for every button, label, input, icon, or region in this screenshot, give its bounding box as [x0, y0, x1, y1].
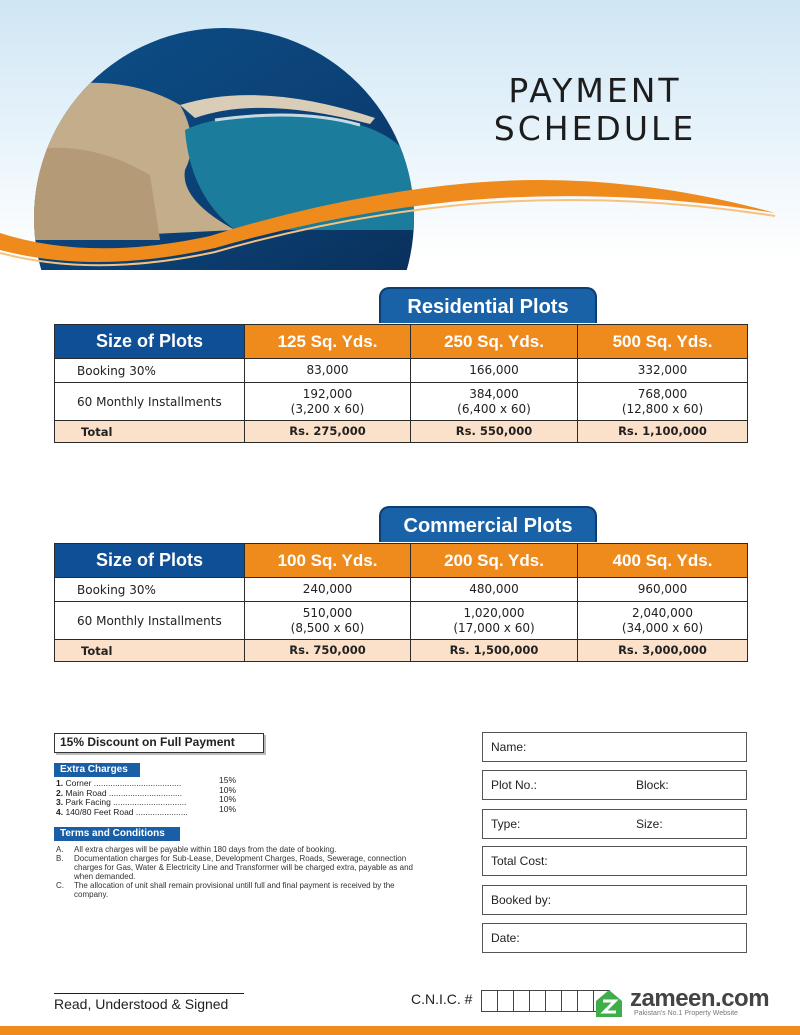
booked-by-label: Booked by:: [491, 893, 552, 907]
row-label: 60 Monthly Installments: [55, 383, 245, 421]
booking-amount: 240,000: [245, 578, 411, 602]
booking-amount: 83,000: [245, 359, 411, 383]
installment-amount: 768,000: [637, 386, 688, 401]
row-label: Booking 30%: [55, 578, 245, 602]
residential-plots-table: [54, 324, 748, 443]
table-row-booking: [55, 578, 748, 602]
term-text: All extra charges will be payable within 180 days from the date of booking.: [74, 845, 337, 854]
terms-heading: Terms and Conditions: [54, 827, 180, 841]
total-amount: Rs. 750,000: [245, 640, 411, 662]
installment-cell: [411, 383, 578, 421]
installment-detail: (17,000 x 60): [453, 620, 535, 635]
list-item: [56, 854, 416, 881]
cnic-digit-box[interactable]: [561, 990, 578, 1012]
total-cost-label: Total Cost:: [491, 854, 548, 868]
bottom-accent-bar: [0, 1026, 800, 1035]
size-of-plots-header: Size of Plots: [55, 544, 245, 578]
booking-amount: 332,000: [578, 359, 748, 383]
booking-amount: 480,000: [411, 578, 578, 602]
name-field[interactable]: [482, 732, 747, 762]
installment-cell: [578, 383, 748, 421]
term-mark: A.: [56, 845, 64, 854]
signature-line: Read, Understood & Signed: [54, 993, 244, 1012]
charge-name: Park Facing ...............................: [65, 798, 187, 807]
cnic-digit-box[interactable]: [481, 990, 498, 1012]
total-cost-field[interactable]: [482, 846, 747, 876]
installment-cell: [578, 602, 748, 640]
row-label: 60 Monthly Installments: [55, 602, 245, 640]
total-amount: Rs. 275,000: [245, 421, 411, 443]
block-label: Block:: [636, 778, 669, 792]
table-row-total: [55, 421, 748, 443]
table-row-booking: [55, 359, 748, 383]
extra-charges-heading: Extra Charges: [54, 763, 140, 777]
logo-tagline: Pakistan's No.1 Property Website: [634, 1010, 738, 1017]
type-size-field[interactable]: [482, 809, 747, 839]
date-field[interactable]: [482, 923, 747, 953]
zameen-logo: [590, 985, 795, 1025]
plot-size-header: 250 Sq. Yds.: [411, 325, 578, 359]
installment-detail: (3,200 x 60): [290, 401, 365, 416]
term-text: The allocation of unit shall remain provisional untill full and final payment is received by the company.: [74, 881, 395, 899]
charge-percent: 10%: [218, 784, 236, 795]
term-text: Documentation charges for Sub-Lease, Development Charges, Roads, Sewerage, connection charges for Gas, Water & Electricity Line and Transformer will be charged extra, payable as and when demanded.: [74, 854, 413, 881]
installment-cell: [245, 602, 411, 640]
installment-detail: (8,500 x 60): [290, 620, 365, 635]
size-label: Size:: [636, 817, 663, 831]
extra-charges-list: [56, 775, 236, 817]
list-item: [56, 803, 236, 818]
installment-detail: (34,000 x 60): [621, 620, 704, 635]
type-label: Type:: [491, 817, 521, 831]
title-line-1: PAYMENT: [508, 71, 682, 110]
row-label: Total: [55, 421, 245, 443]
table-header-row: [55, 325, 748, 359]
charge-percent: 15%: [218, 775, 236, 785]
total-amount: Rs. 550,000: [411, 421, 578, 443]
plot-size-header: 400 Sq. Yds.: [578, 544, 748, 578]
installment-detail: (12,800 x 60): [621, 401, 704, 416]
cnic-digit-box[interactable]: [513, 990, 530, 1012]
full-payment-discount: 15% Discount on Full Payment: [54, 733, 264, 753]
charge-percent: 10%: [218, 803, 236, 814]
charge-percent: 10%: [218, 794, 236, 804]
zameen-house-icon: [592, 987, 626, 1021]
booking-amount: 166,000: [411, 359, 578, 383]
cnic-label: C.N.I.C. #: [411, 991, 473, 1007]
installment-detail: (6,400 x 60): [457, 401, 531, 416]
list-item: [56, 881, 416, 899]
commercial-plots-table: [54, 543, 748, 662]
total-amount: Rs. 1,500,000: [411, 640, 578, 662]
charge-name: Main Road ...............................: [65, 788, 183, 798]
item-number: 3.: [56, 797, 64, 807]
item-number: 2.: [56, 787, 64, 798]
list-item: [56, 845, 416, 854]
plot-no-label: Plot No.:: [491, 778, 538, 792]
terms-list: [56, 845, 416, 899]
cnic-digit-box[interactable]: [545, 990, 562, 1012]
item-number: 1.: [56, 778, 64, 788]
installment-amount: 192,000: [302, 386, 353, 401]
plot-size-header: 200 Sq. Yds.: [411, 544, 578, 578]
booked-by-field[interactable]: [482, 885, 747, 915]
installment-cell: [245, 383, 411, 421]
charge-name: Corner .....................................: [65, 779, 182, 788]
name-label: Name:: [491, 740, 527, 754]
row-label: Booking 30%: [55, 359, 245, 383]
table-row-installments: [55, 602, 748, 640]
size-of-plots-header: Size of Plots: [55, 325, 245, 359]
table-row-total: [55, 640, 748, 662]
total-amount: Rs. 3,000,000: [578, 640, 748, 662]
cnic-digit-box[interactable]: [529, 990, 546, 1012]
installment-amount: 1,020,000: [463, 605, 525, 620]
installment-amount: 510,000: [302, 605, 353, 620]
logo-text: zameen.com: [630, 985, 770, 1012]
table-row-installments: [55, 383, 748, 421]
installment-amount: 384,000: [469, 386, 519, 401]
table-header-row: [55, 544, 748, 578]
date-label: Date:: [491, 931, 520, 945]
plot-size-header: 500 Sq. Yds.: [578, 325, 748, 359]
commercial-plots-tab: Commercial Plots: [379, 506, 597, 542]
term-mark: C.: [56, 881, 64, 890]
installment-amount: 2,040,000: [631, 605, 694, 620]
title-line-2: SCHEDULE: [493, 109, 697, 148]
charge-name: 140/80 Feet Road ......................: [65, 807, 188, 817]
item-number: 4.: [56, 806, 64, 817]
plot-size-header: 125 Sq. Yds.: [245, 325, 411, 359]
cnic-digit-box[interactable]: [497, 990, 514, 1012]
total-amount: Rs. 1,100,000: [578, 421, 748, 443]
residential-plots-tab: Residential Plots: [379, 287, 597, 323]
plot-size-header: 100 Sq. Yds.: [245, 544, 411, 578]
list-item: [56, 794, 236, 808]
page-title: [470, 72, 720, 148]
plot-block-field[interactable]: [482, 770, 747, 800]
list-item: [56, 784, 236, 799]
booking-amount: 960,000: [578, 578, 748, 602]
list-item: [56, 775, 236, 789]
term-mark: B.: [56, 854, 64, 863]
row-label: Total: [55, 640, 245, 662]
installment-cell: [411, 602, 578, 640]
